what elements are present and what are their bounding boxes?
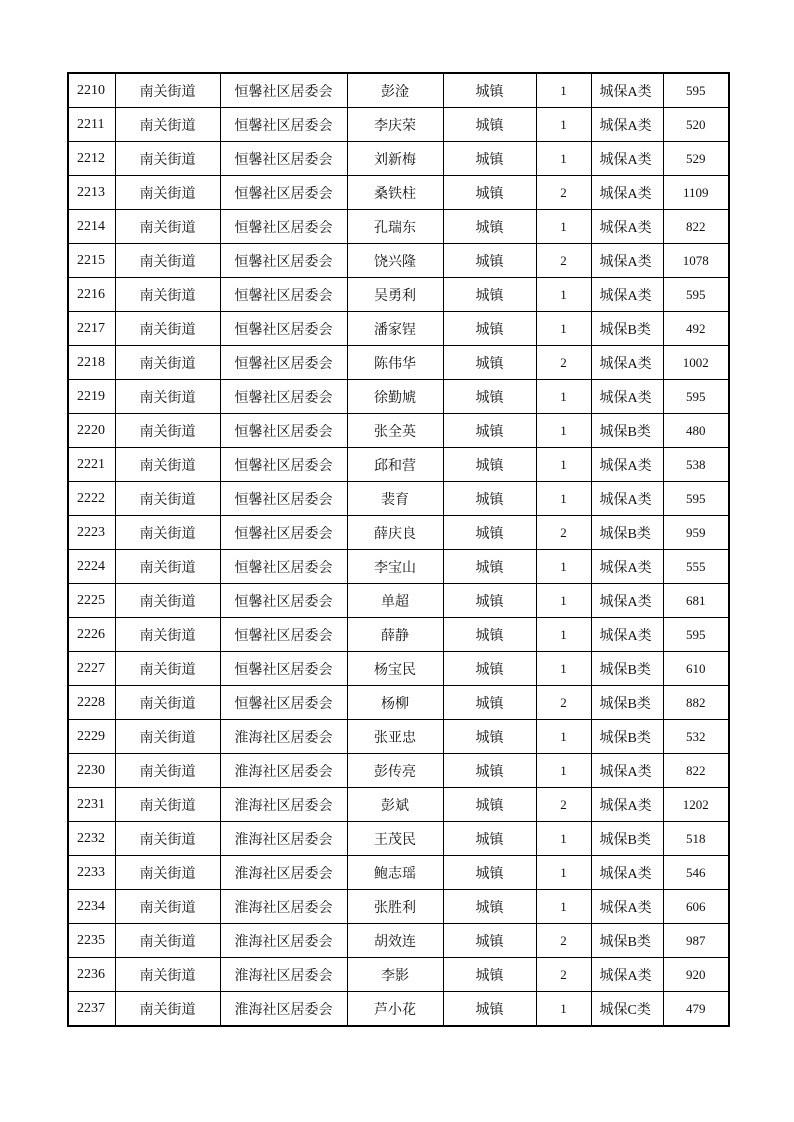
committee-cell: 恒馨社区居委会 [220,176,347,210]
table-row [68,788,729,822]
household-count-cell: 1 [536,550,591,584]
street-cell: 南关街道 [115,856,220,890]
person-name-cell: 陈伟华 [347,346,443,380]
area-type-cell: 城镇 [443,924,536,958]
table-row [68,482,729,516]
area-type-cell: 城镇 [443,244,536,278]
table-row [68,414,729,448]
household-count-cell: 1 [536,312,591,346]
street-cell: 南关街道 [115,516,220,550]
category-cell: 城保A类 [591,448,663,482]
amount-cell: 520 [663,108,729,142]
person-name-cell: 彭淦 [347,73,443,108]
person-name-cell: 张全英 [347,414,443,448]
table-row [68,448,729,482]
area-type-cell: 城镇 [443,822,536,856]
person-name-cell: 薛静 [347,618,443,652]
area-type-cell: 城镇 [443,584,536,618]
area-type-cell: 城镇 [443,958,536,992]
area-type-cell: 城镇 [443,312,536,346]
street-cell: 南关街道 [115,924,220,958]
amount-cell: 532 [663,720,729,754]
table-row [68,244,729,278]
area-type-cell: 城镇 [443,754,536,788]
category-cell: 城保A类 [591,890,663,924]
area-type-cell: 城镇 [443,992,536,1027]
household-count-cell: 2 [536,686,591,720]
row-number-cell: 2217 [68,312,115,346]
person-name-cell: 杨宝民 [347,652,443,686]
street-cell: 南关街道 [115,482,220,516]
table-row [68,312,729,346]
amount-cell: 538 [663,448,729,482]
household-count-cell: 1 [536,992,591,1027]
household-count-cell: 1 [536,278,591,312]
street-cell: 南关街道 [115,550,220,584]
person-name-cell: 刘新梅 [347,142,443,176]
household-count-cell: 1 [536,448,591,482]
household-count-cell: 1 [536,210,591,244]
row-number-cell: 2236 [68,958,115,992]
household-count-cell: 1 [536,142,591,176]
table-row [68,822,729,856]
table-row [68,720,729,754]
area-type-cell: 城镇 [443,176,536,210]
household-count-cell: 1 [536,414,591,448]
household-count-cell: 1 [536,754,591,788]
area-type-cell: 城镇 [443,346,536,380]
person-name-cell: 潘家锃 [347,312,443,346]
person-name-cell: 徐勤虓 [347,380,443,414]
committee-cell: 恒馨社区居委会 [220,414,347,448]
household-count-cell: 1 [536,584,591,618]
amount-cell: 1078 [663,244,729,278]
row-number-cell: 2226 [68,618,115,652]
committee-cell: 淮海社区居委会 [220,856,347,890]
table-row [68,686,729,720]
area-type-cell: 城镇 [443,550,536,584]
area-type-cell: 城镇 [443,448,536,482]
household-count-cell: 2 [536,516,591,550]
person-name-cell: 桑铁柱 [347,176,443,210]
row-number-cell: 2219 [68,380,115,414]
person-name-cell: 王茂民 [347,822,443,856]
category-cell: 城保C类 [591,992,663,1027]
table-row [68,754,729,788]
row-number-cell: 2231 [68,788,115,822]
area-type-cell: 城镇 [443,686,536,720]
table-row [68,516,729,550]
amount-cell: 492 [663,312,729,346]
category-cell: 城保A类 [591,584,663,618]
category-cell: 城保A类 [591,856,663,890]
amount-cell: 1109 [663,176,729,210]
area-type-cell: 城镇 [443,516,536,550]
street-cell: 南关街道 [115,754,220,788]
table-row [68,958,729,992]
committee-cell: 恒馨社区居委会 [220,278,347,312]
person-name-cell: 裴育 [347,482,443,516]
amount-cell: 595 [663,73,729,108]
area-type-cell: 城镇 [443,788,536,822]
amount-cell: 595 [663,380,729,414]
committee-cell: 恒馨社区居委会 [220,210,347,244]
amount-cell: 555 [663,550,729,584]
committee-cell: 恒馨社区居委会 [220,482,347,516]
row-number-cell: 2211 [68,108,115,142]
row-number-cell: 2227 [68,652,115,686]
person-name-cell: 芦小花 [347,992,443,1027]
household-count-cell: 1 [536,856,591,890]
row-number-cell: 2215 [68,244,115,278]
household-count-cell: 2 [536,958,591,992]
row-number-cell: 2210 [68,73,115,108]
area-type-cell: 城镇 [443,414,536,448]
row-number-cell: 2228 [68,686,115,720]
person-name-cell: 彭传亮 [347,754,443,788]
area-type-cell: 城镇 [443,890,536,924]
table-row [68,380,729,414]
street-cell: 南关街道 [115,618,220,652]
amount-cell: 479 [663,992,729,1027]
row-number-cell: 2229 [68,720,115,754]
amount-cell: 529 [663,142,729,176]
household-count-cell: 1 [536,108,591,142]
row-number-cell: 2233 [68,856,115,890]
committee-cell: 淮海社区居委会 [220,992,347,1027]
table-row [68,210,729,244]
row-number-cell: 2235 [68,924,115,958]
street-cell: 南关街道 [115,822,220,856]
area-type-cell: 城镇 [443,720,536,754]
street-cell: 南关街道 [115,958,220,992]
category-cell: 城保A类 [591,210,663,244]
table-row [68,856,729,890]
category-cell: 城保A类 [591,958,663,992]
committee-cell: 恒馨社区居委会 [220,652,347,686]
street-cell: 南关街道 [115,448,220,482]
category-cell: 城保A类 [591,108,663,142]
person-name-cell: 鲍志瑶 [347,856,443,890]
street-cell: 南关街道 [115,73,220,108]
person-name-cell: 李庆荣 [347,108,443,142]
committee-cell: 恒馨社区居委会 [220,346,347,380]
street-cell: 南关街道 [115,142,220,176]
household-count-cell: 1 [536,380,591,414]
committee-cell: 恒馨社区居委会 [220,142,347,176]
beneficiary-table [67,72,730,1027]
area-type-cell: 城镇 [443,618,536,652]
row-number-cell: 2218 [68,346,115,380]
area-type-cell: 城镇 [443,482,536,516]
table-row [68,924,729,958]
committee-cell: 恒馨社区居委会 [220,584,347,618]
row-number-cell: 2221 [68,448,115,482]
street-cell: 南关街道 [115,788,220,822]
household-count-cell: 1 [536,73,591,108]
household-count-cell: 2 [536,924,591,958]
category-cell: 城保B类 [591,686,663,720]
person-name-cell: 李宝山 [347,550,443,584]
street-cell: 南关街道 [115,380,220,414]
table-row [68,992,729,1027]
street-cell: 南关街道 [115,652,220,686]
street-cell: 南关街道 [115,312,220,346]
table-row [68,108,729,142]
person-name-cell: 薛庆良 [347,516,443,550]
person-name-cell: 张亚忠 [347,720,443,754]
street-cell: 南关街道 [115,414,220,448]
street-cell: 南关街道 [115,278,220,312]
street-cell: 南关街道 [115,176,220,210]
amount-cell: 546 [663,856,729,890]
household-count-cell: 1 [536,890,591,924]
category-cell: 城保A类 [591,788,663,822]
committee-cell: 恒馨社区居委会 [220,550,347,584]
amount-cell: 595 [663,482,729,516]
household-count-cell: 2 [536,244,591,278]
area-type-cell: 城镇 [443,856,536,890]
amount-cell: 822 [663,754,729,788]
person-name-cell: 彭斌 [347,788,443,822]
household-count-cell: 2 [536,176,591,210]
committee-cell: 淮海社区居委会 [220,720,347,754]
committee-cell: 淮海社区居委会 [220,788,347,822]
amount-cell: 987 [663,924,729,958]
amount-cell: 610 [663,652,729,686]
amount-cell: 882 [663,686,729,720]
category-cell: 城保B类 [591,924,663,958]
area-type-cell: 城镇 [443,210,536,244]
amount-cell: 920 [663,958,729,992]
committee-cell: 淮海社区居委会 [220,822,347,856]
household-count-cell: 1 [536,822,591,856]
street-cell: 南关街道 [115,992,220,1027]
category-cell: 城保A类 [591,550,663,584]
table-row [68,278,729,312]
street-cell: 南关街道 [115,686,220,720]
area-type-cell: 城镇 [443,142,536,176]
category-cell: 城保A类 [591,73,663,108]
amount-cell: 1202 [663,788,729,822]
table-row [68,618,729,652]
amount-cell: 595 [663,278,729,312]
row-number-cell: 2213 [68,176,115,210]
area-type-cell: 城镇 [443,380,536,414]
row-number-cell: 2234 [68,890,115,924]
table-row [68,890,729,924]
amount-cell: 518 [663,822,729,856]
category-cell: 城保A类 [591,380,663,414]
committee-cell: 恒馨社区居委会 [220,73,347,108]
amount-cell: 822 [663,210,729,244]
table-row [68,142,729,176]
category-cell: 城保A类 [591,346,663,380]
person-name-cell: 胡效连 [347,924,443,958]
street-cell: 南关街道 [115,210,220,244]
person-name-cell: 吴勇利 [347,278,443,312]
household-count-cell: 1 [536,482,591,516]
committee-cell: 恒馨社区居委会 [220,380,347,414]
row-number-cell: 2214 [68,210,115,244]
category-cell: 城保B类 [591,516,663,550]
street-cell: 南关街道 [115,890,220,924]
amount-cell: 595 [663,618,729,652]
amount-cell: 480 [663,414,729,448]
street-cell: 南关街道 [115,346,220,380]
street-cell: 南关街道 [115,108,220,142]
household-count-cell: 1 [536,720,591,754]
committee-cell: 淮海社区居委会 [220,754,347,788]
street-cell: 南关街道 [115,720,220,754]
committee-cell: 恒馨社区居委会 [220,312,347,346]
category-cell: 城保B类 [591,312,663,346]
table-row [68,346,729,380]
person-name-cell: 杨柳 [347,686,443,720]
person-name-cell: 孔瑞东 [347,210,443,244]
category-cell: 城保A类 [591,244,663,278]
committee-cell: 恒馨社区居委会 [220,686,347,720]
street-cell: 南关街道 [115,244,220,278]
person-name-cell: 饶兴隆 [347,244,443,278]
category-cell: 城保A类 [591,278,663,312]
amount-cell: 1002 [663,346,729,380]
table-row [68,176,729,210]
row-number-cell: 2232 [68,822,115,856]
person-name-cell: 李影 [347,958,443,992]
table-body [68,73,729,1026]
committee-cell: 淮海社区居委会 [220,924,347,958]
category-cell: 城保A类 [591,754,663,788]
street-cell: 南关街道 [115,584,220,618]
person-name-cell: 邱和营 [347,448,443,482]
person-name-cell: 张胜利 [347,890,443,924]
amount-cell: 959 [663,516,729,550]
committee-cell: 恒馨社区居委会 [220,244,347,278]
category-cell: 城保B类 [591,822,663,856]
committee-cell: 恒馨社区居委会 [220,448,347,482]
row-number-cell: 2224 [68,550,115,584]
row-number-cell: 2237 [68,992,115,1027]
table-row [68,73,729,108]
household-count-cell: 1 [536,618,591,652]
category-cell: 城保A类 [591,176,663,210]
committee-cell: 恒馨社区居委会 [220,516,347,550]
table-row [68,550,729,584]
row-number-cell: 2216 [68,278,115,312]
table-row [68,652,729,686]
category-cell: 城保A类 [591,142,663,176]
row-number-cell: 2212 [68,142,115,176]
table-row [68,584,729,618]
area-type-cell: 城镇 [443,652,536,686]
amount-cell: 606 [663,890,729,924]
committee-cell: 淮海社区居委会 [220,890,347,924]
category-cell: 城保A类 [591,618,663,652]
committee-cell: 恒馨社区居委会 [220,108,347,142]
category-cell: 城保B类 [591,414,663,448]
household-count-cell: 2 [536,788,591,822]
area-type-cell: 城镇 [443,73,536,108]
row-number-cell: 2220 [68,414,115,448]
row-number-cell: 2223 [68,516,115,550]
row-number-cell: 2230 [68,754,115,788]
row-number-cell: 2225 [68,584,115,618]
area-type-cell: 城镇 [443,108,536,142]
category-cell: 城保A类 [591,482,663,516]
category-cell: 城保B类 [591,652,663,686]
row-number-cell: 2222 [68,482,115,516]
amount-cell: 681 [663,584,729,618]
household-count-cell: 2 [536,346,591,380]
category-cell: 城保B类 [591,720,663,754]
area-type-cell: 城镇 [443,278,536,312]
household-count-cell: 1 [536,652,591,686]
committee-cell: 淮海社区居委会 [220,958,347,992]
person-name-cell: 单超 [347,584,443,618]
committee-cell: 恒馨社区居委会 [220,618,347,652]
